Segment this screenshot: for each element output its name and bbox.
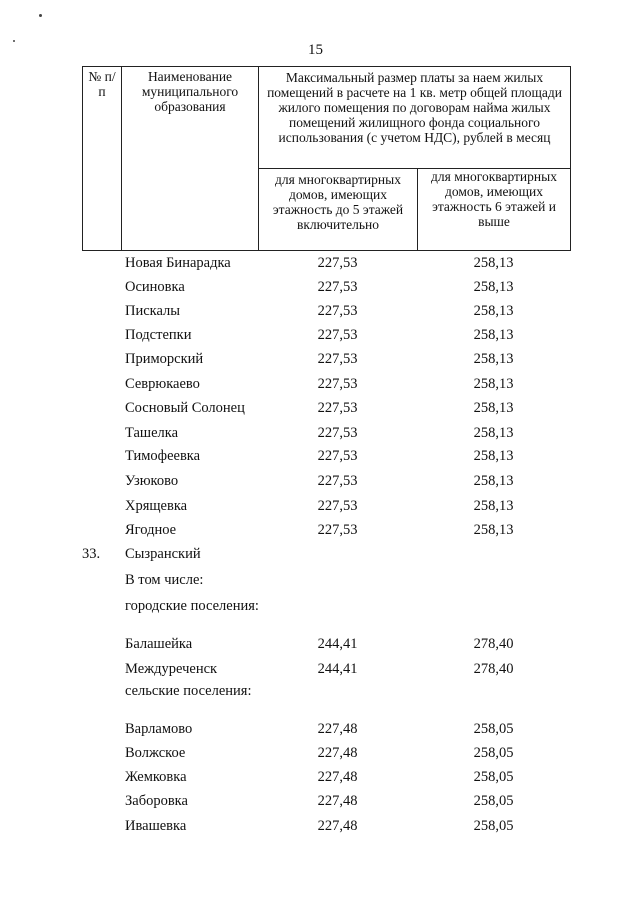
row-municipality-name: Подстепки: [125, 327, 192, 343]
row-value-low-rise: 227,53: [317, 303, 358, 319]
row-value-high-rise: 258,13: [473, 400, 514, 416]
row-value-low-rise: 227,53: [317, 255, 358, 271]
row-value-low-rise: 244,41: [317, 636, 358, 652]
table-row: [0, 303, 631, 325]
row-value-high-rise: 278,40: [473, 636, 514, 652]
row-municipality-name: Новая Бинарадка: [125, 255, 231, 271]
header-number-cell: [83, 67, 122, 251]
table-row: [0, 683, 631, 719]
table-row: [0, 255, 631, 277]
row-municipality-name: Жемковка: [125, 769, 187, 785]
table-row: [0, 327, 631, 349]
row-value-low-rise: 227,53: [317, 522, 358, 538]
row-value-low-rise: 227,53: [317, 351, 358, 367]
header-name-cell: [122, 67, 259, 251]
table-row: [0, 522, 631, 544]
row-municipality-name: Ивашевка: [125, 818, 187, 834]
row-municipality-name: Узюково: [125, 473, 179, 489]
row-municipality-name: Волжское: [125, 745, 186, 761]
header-high-rise-cell: [418, 169, 571, 251]
row-value-low-rise: 227,48: [317, 769, 358, 785]
table-row: [0, 598, 631, 634]
page-number: 15: [308, 42, 323, 58]
row-value-low-rise: 227,48: [317, 793, 358, 809]
row-municipality-name: Ташелка: [125, 425, 179, 441]
row-value-high-rise: 258,05: [473, 793, 514, 809]
row-municipality-name: Хрящевка: [125, 498, 188, 514]
row-municipality-name: Севрюкаево: [125, 376, 200, 392]
table-row: [0, 473, 631, 495]
row-value-high-rise: 258,05: [473, 745, 514, 761]
scan-speck: [39, 14, 42, 17]
row-municipality-name: Сызранский: [125, 546, 201, 562]
row-value-high-rise: 258,13: [473, 279, 514, 295]
row-value-high-rise: 258,05: [473, 818, 514, 834]
row-municipality-name: Заборовка: [125, 793, 188, 809]
row-value-low-rise: 244,41: [317, 661, 358, 677]
row-value-high-rise: 258,13: [473, 522, 514, 538]
row-value-low-rise: 227,53: [317, 473, 358, 489]
row-value-high-rise: 258,13: [473, 473, 514, 489]
header-low-rise-label: для многоквартирных домов, имеющих этажность до 5 этажей включительно: [272, 172, 404, 232]
row-value-low-rise: 227,48: [317, 745, 358, 761]
row-municipality-name: Тимофеевка: [125, 448, 201, 464]
row-municipality-name: Сосновый Солонец: [125, 400, 245, 416]
table-row: [0, 376, 631, 398]
row-value-low-rise: 227,53: [317, 279, 358, 295]
row-municipality-name: Пискалы: [125, 303, 181, 319]
header-low-rise-cell: [259, 169, 418, 251]
table-row: [0, 572, 631, 594]
row-municipality-name: В том числе:: [125, 572, 204, 588]
row-value-low-rise: 227,48: [317, 818, 358, 834]
row-municipality-name: Ягодное: [125, 522, 177, 538]
table-header: [82, 66, 571, 251]
header-rent-label: Максимальный размер платы за наем жилых помещений в расчете на 1 кв. метр общей площади жилого помещения по договорам найма жилых помещений жилищного фонда социального использования (с учетом НДС), рублей в месяц: [267, 70, 562, 145]
table-row: [0, 661, 631, 683]
table-row: [0, 721, 631, 743]
row-value-high-rise: 258,13: [473, 327, 514, 343]
table-row: [0, 279, 631, 301]
header-number-label: № п/п: [88, 69, 116, 99]
row-municipality-name: Междуреченск: [125, 661, 218, 677]
row-number: 33.: [82, 546, 101, 562]
table-row: [0, 546, 631, 568]
scan-speck: [13, 40, 15, 42]
header-high-rise-label: для многоквартирных домов, имеющих этажность 6 этажей и выше: [431, 169, 557, 229]
row-value-high-rise: 258,13: [473, 498, 514, 514]
row-value-low-rise: 227,53: [317, 400, 358, 416]
row-value-low-rise: 227,53: [317, 376, 358, 392]
row-municipality-name: Балашейка: [125, 636, 193, 652]
table-row: [0, 425, 631, 447]
row-value-high-rise: 258,05: [473, 769, 514, 785]
row-value-high-rise: 278,40: [473, 661, 514, 677]
table-row: [0, 400, 631, 422]
row-value-high-rise: 258,05: [473, 721, 514, 737]
row-value-high-rise: 258,13: [473, 255, 514, 271]
row-municipality-name: Приморский: [125, 351, 204, 367]
row-municipality-name: Осиновка: [125, 279, 185, 295]
row-value-low-rise: 227,48: [317, 721, 358, 737]
row-value-low-rise: 227,53: [317, 448, 358, 464]
header-rent-cell: [259, 67, 571, 169]
row-value-low-rise: 227,53: [317, 498, 358, 514]
row-municipality-name: Варламово: [125, 721, 193, 737]
row-value-high-rise: 258,13: [473, 448, 514, 464]
table-row: [0, 745, 631, 767]
table-row: [0, 448, 631, 470]
table-row: [0, 498, 631, 520]
row-value-high-rise: 258,13: [473, 351, 514, 367]
table-row: [0, 793, 631, 815]
table-row: [0, 818, 631, 840]
header-name-label: Наименование муниципального образования: [141, 69, 239, 114]
row-value-low-rise: 227,53: [317, 327, 358, 343]
row-value-high-rise: 258,13: [473, 425, 514, 441]
row-municipality-name: сельские поселения:: [125, 683, 252, 699]
table-row: [0, 351, 631, 373]
table-row: [0, 636, 631, 658]
row-value-low-rise: 227,53: [317, 425, 358, 441]
row-value-high-rise: 258,13: [473, 376, 514, 392]
row-municipality-name: городские поселения:: [125, 598, 259, 614]
table-row: [0, 769, 631, 791]
row-value-high-rise: 258,13: [473, 303, 514, 319]
